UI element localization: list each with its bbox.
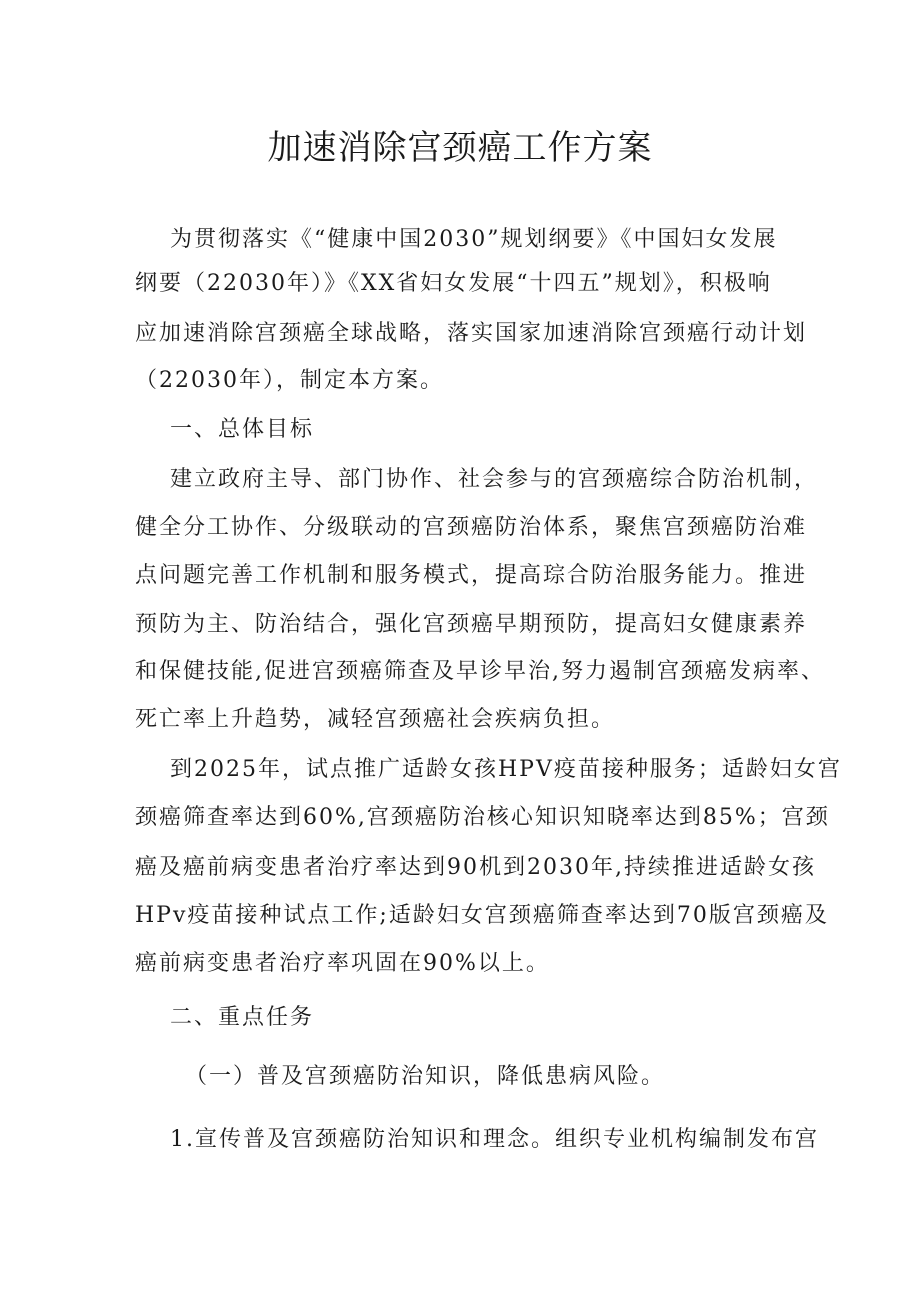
- section1-para1-line-3: 点问题完善工作机制和服务模式，提高琮合防治服务能力。推进: [135, 563, 808, 588]
- section1-para2-line-2: 颈癌筛查率达到60%,宫颈癌防治核心知识知晓率达到85%；宫颈: [135, 805, 830, 830]
- intro-line-1: 为贯彻落实《“健康中国2030”规划纲要》《中国妇女发展: [170, 227, 778, 252]
- section1-para1-line-5: 和保健技能,促进宫颈癌筛查及早诊早治,努力遏制宫颈癌发病率、: [135, 659, 825, 684]
- section1-para2-line-3: 癌及癌前病变患者治疗率达到90机到2030年,持续推进适龄女孩: [135, 855, 816, 880]
- section-heading-1: 一、总体目标: [170, 417, 315, 442]
- section1-para1-line-6: 死亡率上升趋势，减轻宫颈癌社会疾病负担。: [135, 707, 616, 732]
- subsection-heading-1: （一）普及宫颈癌防治知识，降低患病风险。: [185, 1064, 666, 1089]
- section-heading-2: 二、重点任务: [170, 1005, 315, 1030]
- item-1-line-1: 1.宣传普及宫颈癌防治知识和理念。组织专业机构编制发布宫: [170, 1127, 819, 1152]
- section1-para2-line-5: 癌前病变患者治疗率巩固在90%以上。: [135, 951, 550, 976]
- document-title: 加速消除宫颈癌工作方案: [267, 128, 653, 168]
- intro-line-3: 应加速消除宫颈癌全球战略，落实国家加速消除宫颈癌行动计划: [135, 321, 808, 346]
- intro-line-4: （22030年），制定本方案。: [135, 368, 444, 393]
- section1-para1-line-2: 健全分工协作、分级联动的宫颈癌防治体系，聚焦宫颈癌防治难: [135, 515, 808, 540]
- section1-para2-line-1: 到2025年，试点推广适龄女孩HPV疫苗接种服务；适龄妇女宫: [170, 757, 842, 782]
- section1-para2-line-4: HPv疫苗接种试点工作;适龄妇女宫颈癌筛查率达到70版宫颈癌及: [135, 903, 829, 928]
- section1-para1-line-4: 预防为主、防治结合，强化宫颈癌早期预防，提高妇女健康素养: [135, 612, 808, 637]
- section1-para1-line-1: 建立政府主导、部门协作、社会参与的宫颈癌综合防治机制，: [170, 467, 819, 492]
- intro-line-2: 纲要（22030年）》《XX省妇女发展“十四五”规划》，积极响: [135, 271, 772, 296]
